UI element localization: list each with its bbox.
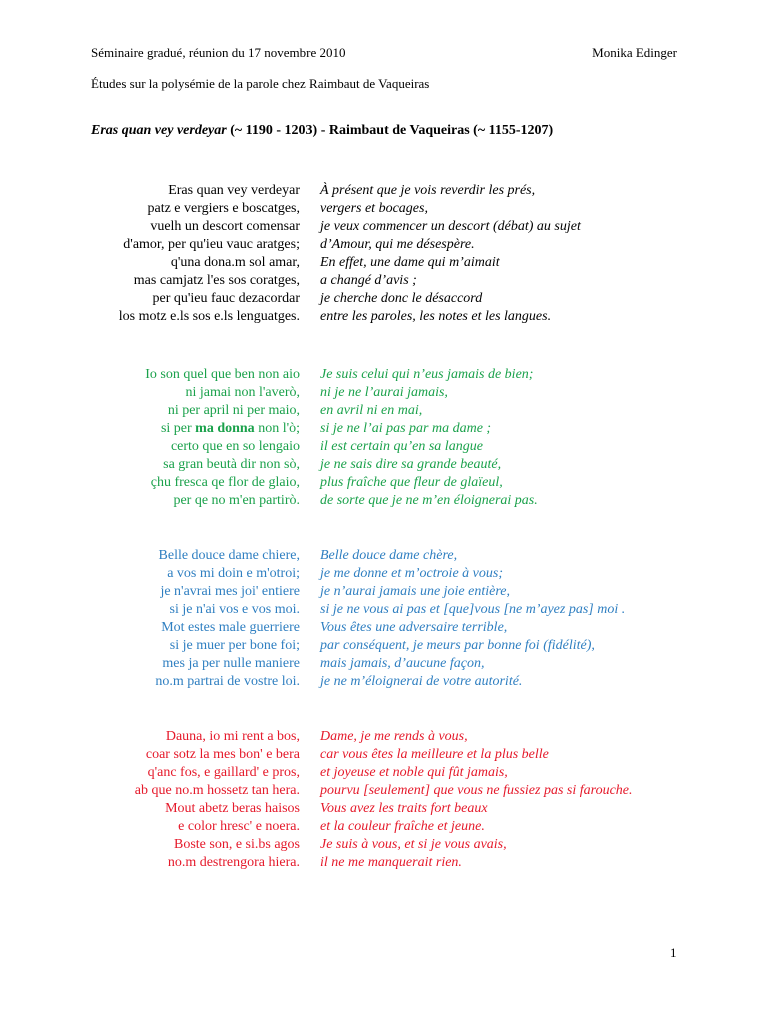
verse-line [0,420,768,438]
poem-work-title: Eras quan vey verdeyar [91,123,227,138]
occitan-verse: per qe no m'en partirò. [173,493,300,508]
verse-text: si per [160,421,196,436]
french-translation: plus fraîche que fleur de glaïeul, [320,475,503,490]
stanza-3 [0,547,768,691]
verse-line [0,836,768,854]
occitan-verse: ni per april ni per maio, [167,403,300,418]
verse-line [0,366,768,384]
occitan-verse: ni jamai non l'averò, [185,385,300,400]
verse-line [0,800,768,818]
verse-line [0,254,768,272]
occitan-verse: per qu'ieu fauc dezacordar [152,291,300,306]
french-translation: d’Amour, qui me désespère. [320,237,475,252]
stanza-2 [0,366,768,510]
verse-line [0,746,768,764]
french-translation: de sorte que je ne m’en éloignerai pas. [320,493,538,508]
occitan-verse: Boste son, e si.bs agos [174,837,300,852]
verse-line [0,818,768,836]
occitan-verse: Belle douce dame chiere, [158,548,300,563]
french-translation: pourvu [seulement] que vous ne fussiez pas si farouche. [320,783,633,798]
occitan-verse: Io son quel que ben non aio [145,367,300,382]
occitan-verse: vuelh un descort comensar [150,219,300,234]
occitan-verse: e color hresc' e noera. [178,819,300,834]
stanza-1 [0,182,768,326]
verse-line [0,547,768,565]
occitan-verse: ab que no.m hossetz tan hera. [134,783,300,798]
verse-line [0,308,768,326]
verse-line [0,764,768,782]
french-translation: il ne me manquerait rien. [320,855,462,870]
verse-line [0,565,768,583]
verse-line [0,236,768,254]
verse-line [0,456,768,474]
french-translation: je ne sais dire sa grande beauté, [320,457,502,472]
occitan-verse: no.m destrengora hiera. [167,855,300,870]
verse-line [0,782,768,800]
verse-line [0,438,768,456]
occitan-verse: coar sotz la mes bon' e bera [145,747,300,762]
document-subtitle: Études sur la polysémie de la parole chez Raimbaut de Vaqueiras [91,76,430,91]
verse-line [0,619,768,637]
occitan-verse: Mout abetz beras haisos [165,801,300,816]
verse-line [0,272,768,290]
occitan-verse: Mot estes male guerriere [161,620,300,635]
occitan-verse: a vos mi doin e m'otroi; [167,566,300,581]
french-translation: Je suis à vous, et si je vous avais, [320,837,507,852]
author-name: Monika Edinger [592,45,677,60]
verse-line [0,200,768,218]
french-translation: Vous avez les traits fort beaux [320,801,488,816]
occitan-verse: certo que en so lengaio [170,439,300,454]
occitan-verse: patz e vergiers e boscatges, [147,201,300,216]
french-translation: a changé d’avis ; [320,273,417,288]
occitan-verse: no.m partrai de vostre loi. [155,674,300,689]
french-translation: et joyeuse et noble qui fût jamais, [320,765,508,780]
occitan-verse: si je muer per bone foi; [169,638,300,653]
french-translation: si je ne l’ai pas par ma dame ; [320,421,492,436]
verse-line [0,637,768,655]
occitan-verse: mas camjatz l'es sos coratges, [133,273,300,288]
french-translation: vergers et bocages, [320,201,428,216]
verse-line [0,474,768,492]
occitan-verse: Dauna, io mi rent a bos, [165,729,300,744]
occitan-verse [161,420,300,438]
emphasized-words: ma donna [195,421,255,436]
french-translation: Vous êtes une adversaire terrible, [320,620,508,635]
french-translation: ni je ne l’aurai jamais, [320,385,448,400]
verse-line [0,728,768,746]
poem-title-details: (~ 1190 - 1203) - Raimbaut de Vaqueiras (~ 1155-1207) [226,123,554,138]
occitan-verse: q'una dona.m sol amar, [170,255,300,270]
french-translation: par conséquent, je meurs par bonne foi (fidélité), [320,638,595,653]
occitan-verse: çhu fresca qe flor de glaio, [150,475,300,490]
french-translation: je veux commencer un descort (débat) au sujet [320,219,581,234]
occitan-verse: je n'avrai mes joi' entiere [160,584,300,599]
verse-line [0,655,768,673]
verse-line [0,673,768,691]
occitan-verse: Eras quan vey verdeyar [168,183,300,198]
french-translation: À présent que je vois reverdir les prés, [320,183,536,198]
verse-line [0,854,768,872]
french-translation: mais jamais, d’aucune façon, [320,656,485,671]
verse-line [0,182,768,200]
occitan-verse: sa gran beutà dir non sò, [163,457,300,472]
occitan-verse: q'anc fos, e gaillard' e pros, [147,765,300,780]
occitan-verse: d'amor, per qu'ieu vauc aratges; [123,237,300,252]
seminar-header: Séminaire gradué, réunion du 17 novembre 2010 [91,45,346,60]
french-translation: Dame, je me rends à vous, [320,729,468,744]
page-number: 1 [670,945,677,960]
verse-line [0,402,768,420]
french-translation: je n’aurai jamais une joie entière, [320,584,510,599]
occitan-verse: si je n'ai vos e vos moi. [169,602,300,617]
occitan-verse: mes ja per nulle maniere [162,656,300,671]
stanza-4 [0,728,768,872]
verse-line [0,218,768,236]
french-translation: car vous êtes la meilleure et la plus belle [320,747,549,762]
french-translation: en avril ni en mai, [320,403,423,418]
french-translation: et la couleur fraîche et jeune. [320,819,485,834]
verse-line [0,601,768,619]
occitan-verse: los motz e.ls sos e.ls lenguatges. [118,309,300,324]
french-translation: si je ne vous ai pas et [que]vous [ne m’ayez pas] moi . [320,602,626,617]
verse-line [0,492,768,510]
french-translation: je me donne et m’octroie à vous; [320,566,503,581]
french-translation: En effet, une dame qui m’aimait [320,255,500,270]
verse-line [0,290,768,308]
french-translation: je ne m’éloignerai de votre autorité. [320,674,523,689]
french-translation: entre les paroles, les notes et les langues. [320,309,552,324]
french-translation: il est certain qu’en sa langue [320,439,483,454]
verse-text: non l'ò; [254,421,300,436]
french-translation: je cherche donc le désaccord [320,291,483,306]
french-translation: Belle douce dame chère, [320,548,458,563]
verse-line [0,384,768,402]
poem-title [91,122,553,140]
french-translation: Je suis celui qui n’eus jamais de bien; [320,367,534,382]
verse-line [0,583,768,601]
